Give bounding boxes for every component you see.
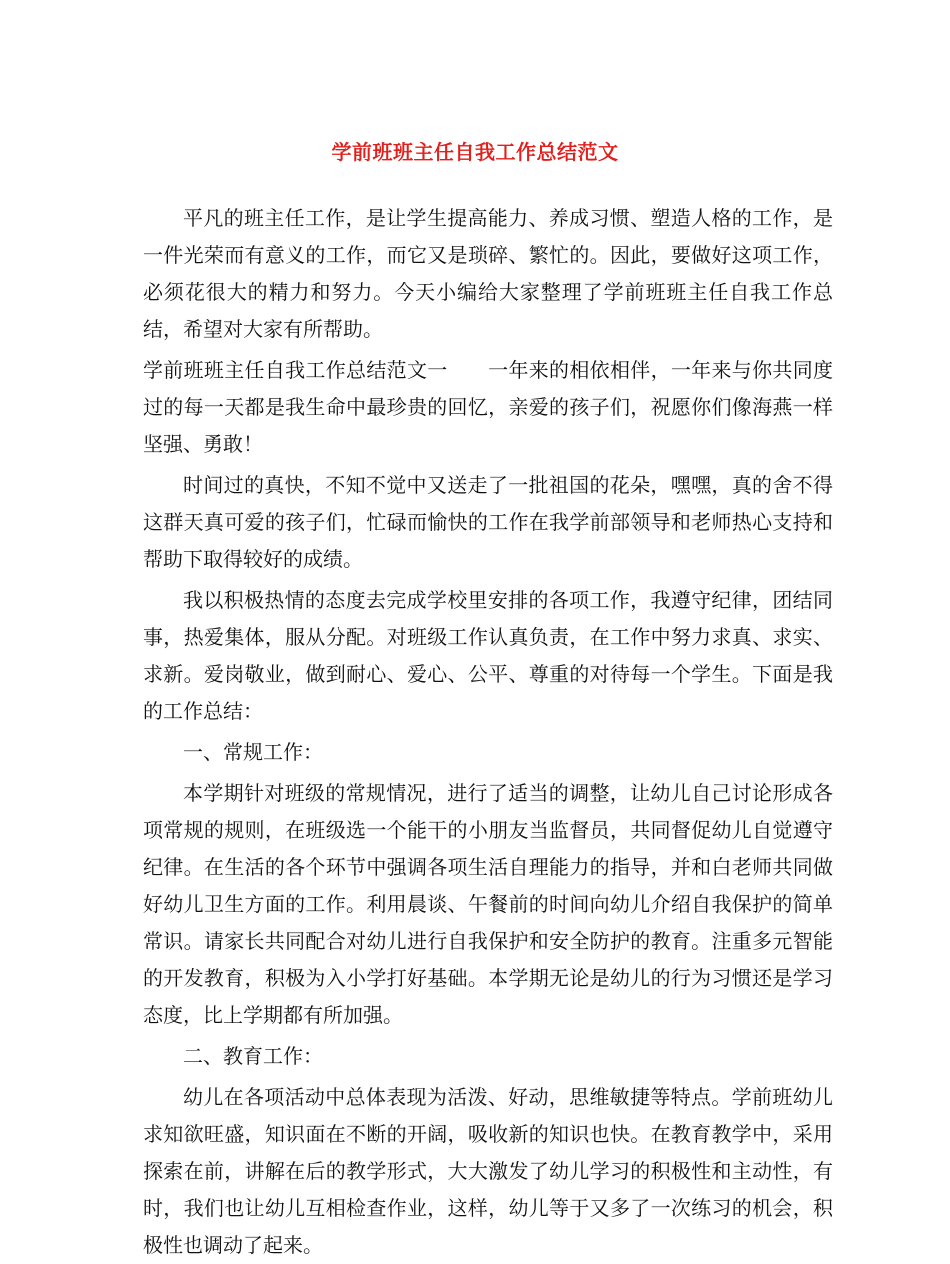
paragraph-routine: 本学期针对班级的常规情况，进行了适当的调整，让幼儿自己讨论形成各项常规的规则，在班级选一个能干的小朋友当监督员，共同督促幼儿自觉遵守纪律。在生活的各个环节中强调各项生活自理能力的指导，并和白老师共同做好幼儿卫生方面的工作。利用晨谈、午餐前的时间向幼儿介绍自我保护的简单常识。请家长共同配合对幼儿进行自我保护和安全防护的教育。注重多元智能的开发教育，积极为入小学打好基础。本学期无论是幼儿的行为习惯还是学习态度，比上学期都有所加强。 bbox=[143, 781, 833, 1027]
paragraph-sample-one: 学前班班主任自我工作总结范文一 一年来的相依相伴，一年来与你共同度过的每一天都是我生命中最珍贵的回忆，亲爱的孩子们，祝愿你们像海燕一样坚强、勇敢！ bbox=[143, 358, 833, 456]
document-body bbox=[143, 200, 833, 1264]
section-heading-routine: 一、常规工作： bbox=[183, 740, 323, 764]
paragraph-time-flies: 时间过的真快，不知不觉中又送走了一批祖国的花朵，嘿嘿，真的舍不得这群天真可爱的孩子们，忙碌而愉快的工作在我学前部领导和老师热心支持和帮助下取得较好的成绩。 bbox=[143, 473, 833, 571]
paragraph-intro: 平凡的班主任工作，是让学生提高能力、养成习惯、塑造人格的工作，是一件光荣而有意义的工作，而它又是琐碎、繁忙的。因此，要做好这项工作，必须花很大的精力和努力。今天小编给大家整理了学前班班主任自我工作总结，希望对大家有所帮助。 bbox=[143, 206, 833, 341]
section-heading-education: 二、教育工作： bbox=[183, 1044, 323, 1068]
paragraph-education: 幼儿在各项活动中总体表现为活泼、好动，思维敏捷等特点。学前班幼儿求知欲旺盛，知识面在不断的开阔，吸收新的知识也快。在教育教学中，采用探索在前，讲解在后的教学形式，大大激发了幼儿学习的积极性和主动性，有时，我们也让幼儿互相检查作业，这样，幼儿等于又多了一次练习的机会，积极性也调动了起来。 bbox=[143, 1085, 833, 1257]
paragraph-attitude: 我以积极热情的态度去完成学校里安排的各项工作，我遵守纪律，团结同事，热爱集体，服从分配。对班级工作认真负责，在工作中努力求真、求实、求新。爱岗敬业，做到耐心、爱心、公平、尊重的对待每一个学生。下面是我的工作总结： bbox=[143, 588, 833, 723]
document-title: 学前班班主任自我工作总结范文 bbox=[331, 140, 619, 164]
